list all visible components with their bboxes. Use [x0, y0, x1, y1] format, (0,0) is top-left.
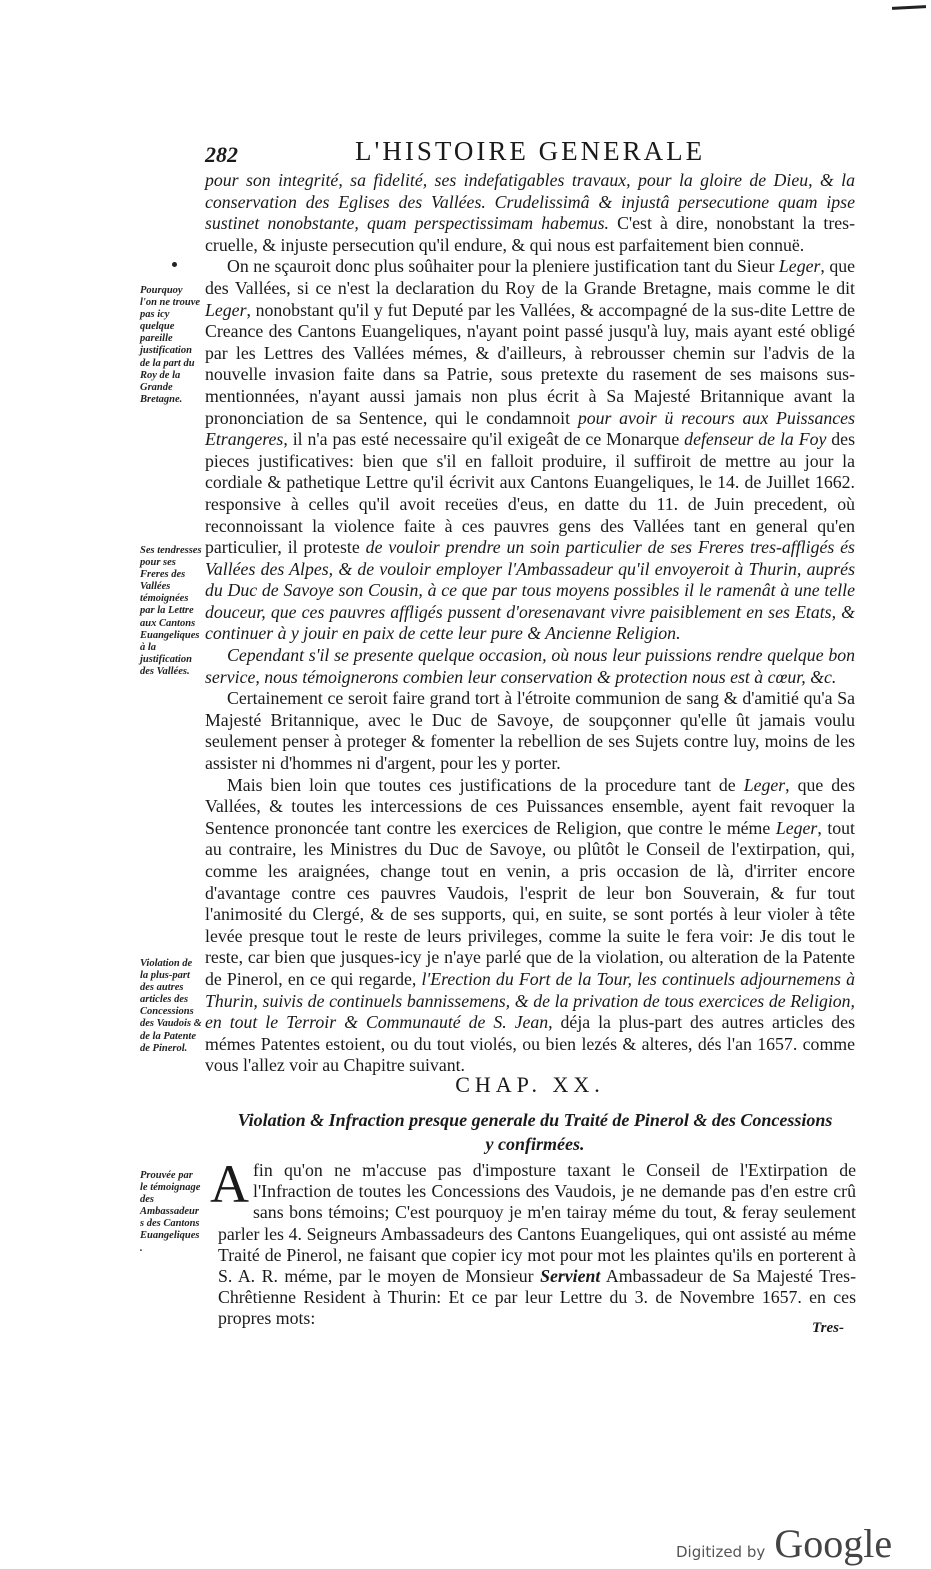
chapter-heading: CHAP. XX. [455, 1072, 605, 1097]
margin-bullet-icon [172, 262, 177, 267]
margin-note-4: Prouvée par le témoignage des Ambassadeurs des Cantons Euangeliques. [140, 1170, 201, 1254]
catchword: Tres- [812, 1320, 844, 1336]
italic-text: Cependant s'il se presente quelque occasion, où nous leur puissions rendre quelque bon service, nous témoignerons combien leur conservation & protection nous est à cœur, &c. [205, 645, 855, 687]
italic-text: l'Erection du Fort de la Tour, les continuels adjournemens à Thurin, suivis de continuels bannissemens, & de la privation de tous exercices de Religion, en tout le Terroir & Communauté de S. Jean, [205, 968, 855, 1033]
page-number: 282 [205, 142, 238, 167]
main-text [205, 170, 855, 1077]
digitized-by-label: Digitized by [676, 1543, 766, 1561]
text-run: , que des Vallées, si ce n'est la declaration du Roy de la Grande Bretagne, mais comme le dit [205, 256, 855, 298]
text-run: , que des Vallées, & toutes les intercessions de ces Puissances ensemble, ayent fait revoquer la Sentence prononcée tant contre les exercices de Religion, que contre le méme [205, 774, 855, 838]
text-run: Mais bien loin que toutes ces justifications de la procedure tant de [227, 774, 744, 795]
italic-text: pour avoir ü recours aux Puissances Etrangeres [205, 407, 855, 450]
chapter-body [210, 1154, 856, 1330]
paragraph [205, 170, 855, 256]
margin-note-1: Pourquoy l'on ne trouve pas icy quelque pareille justification de la part du Roy de la Grande Bretagne. [140, 285, 201, 405]
drop-cap: A [210, 1154, 249, 1214]
text-run: , nonobstant qu'il y fut Deputé par les Vallées, & accompagné de la sus-dite Lettre de Creance des Cantons Euangeliques, n'ayant point passé jusqu'à luy, mais ayant esté obligé par les Lettres des Vallées mémes, & d'ailleurs, à rebrousser chemin sur l'advis de la nouvelle invasion faite dans sa Patrie, sous pretexte du rasement de ses maisons sus-mentionnées, n'ayant aussi jamais non plus écrit à Sa Majesté Britannique avant la prononciation de sa Sentence, qui le condamnoit [205, 299, 855, 428]
paragraph [205, 688, 855, 774]
paragraph [205, 256, 855, 645]
italic-text: pour son integrité, sa fidelité, ses indefatigables travaux, pour la gloire de Dieu, & la conservation des Eglises des Vallées. Crudelissimâ & injustâ persecutione quam ipse sustinet nonobstante, quam perspectissimam habemus. [205, 170, 855, 234]
italic-text: de vouloir prendre un soin particulier de ses Freres tres-affligés és Vallées des Alpes, & de vouloir employer l'Ambassadeur qu'il envoyeroit à Thurin, auprés du Duc de Savoye son Cousin, à ce que par tous moyens possibles il le ramenât à une telle douceur, que ces pauvres affligés pussent d'oresenavant vivre paisiblement en ses Etats, & continuer à y jouir en paix de cette leur pure & Ancienne Religion. [205, 537, 855, 644]
text-run: , tout au contraire, les Ministres du Duc de Savoye, ou plûtôt le Conseil de l'extirpation, qui, comme les araignées, change tout en venin, a pris occasion de là, d'irriter encore d'avantage contre ces pauvres Vaudois, l'esprit de leur bon Souverain, & fur tout l'animosité du Clergé, & de ses supports, qui, en suite, se sont portés à leur violer à tête levée presque tout le reste de leurs privileges, comme la suite le fera voir: Je dis tout le reste, car bien que jusques-icy je n'aye parlé que de la violation, ou alteration de la Patente de Pinerol, en ce qui regarde, [205, 817, 855, 989]
italic-text: Leger [775, 817, 818, 838]
text-run: , il n'a pas esté necessaire qu'il exigeât de ce Monarque [283, 429, 685, 450]
text-run: Certainement ce seroit faire grand tort à l'étroite communion de sang & d'amitié qu'a Sa Majesté Britannique, avec le Duc de Savoye, de soupçonner qu'elle ût jamais voulu seulement penser à proteger & fomenter la rebellion de ses Sujets contre luy, moins de les assister ni d'hommes ni d'argent, pour les y porter. [205, 688, 855, 774]
paragraph [205, 645, 855, 688]
running-title: L'HISTOIRE GENERALE [355, 136, 706, 166]
margin-note-2: Ses tendresses pour ses Freres des Vallées témoignées par la Lettre aux Cantons Euangeliques à la justification des Vallées. [140, 545, 202, 677]
paragraph [205, 775, 855, 1077]
text-run: On ne sçauroit donc plus soûhaiter pour la pleniere justification tant du Sieur [227, 256, 779, 277]
italic-text: defenseur de la Foy [684, 429, 827, 450]
margin-note-3: Violation de la plus-part des autres articles des Concessions des Vaudois & de la Patente de Pinerol. [140, 958, 202, 1054]
chapter-text-start: fin qu'on ne m'accuse pas d'imposture taxant le Conseil de l'Extirpation de l'Infraction de toutes les Concessions des Vaudois, je ne demande pas d'en estre crû sans bons témoins; C'est pourquoy je m'en tairay méme du tout, & feray seulement parler les 4. Seigneurs Ambassadeurs des Cantons Euangeliques, qui ont assisté au méme Traité de Pinerol, ne faisant que copier icy mot pour mot les plaintes qu'ils en porterent à S. A. R. méme, par le moyen de Monsieur [218, 1160, 856, 1287]
italic-text: Leger [778, 256, 821, 277]
italic-text: Leger [743, 774, 786, 795]
text-run: des pieces justificatives: bien que s'il en falloit produire, il suffiroit de mettre au jour la cordiale & pathetique Lettre qu'il écrivit aux Cantons Euangeliques, le 14. de Juillet 1662. responsive à celles qu'il avoit receües d'eus, en datte du 11. de Juin precedent, où reconnoissant la violence faite à ces pauvres gens des Vallées tant en general qu'en particulier, il proteste [205, 429, 855, 558]
chapter-subtitle: Violation & Infraction presque generale du Traité de Pinerol & des Concessions y confirmées. [237, 1110, 833, 1154]
google-logo: Google [774, 1521, 893, 1566]
text-run: déja la plus-part des autres articles des mémes Patentes estoient, ou du tout violés, ou bien lezés & alteres, dés l'an 1657. comme vous l'allez voir au Chapitre suivant. [205, 1012, 855, 1076]
italic-text: Leger [205, 299, 247, 320]
text-run: C'est à dire, nonobstant la tres-cruelle, & injuste persecution qu'il endure, & qui nous est parfaitement bien connuë. [205, 213, 855, 255]
page-header [205, 136, 865, 170]
chapter-text-name: Servient [540, 1266, 601, 1287]
chapter-text-end: Ambassadeur de Sa Majesté Tres-Chrêtienne Resident à Thurin: Et ce par leur Lettre du 3. de Novembre 1657. en ces propres mots: [218, 1266, 856, 1329]
top-edge-rule [892, 5, 926, 10]
digitized-by-watermark [676, 1520, 892, 1567]
